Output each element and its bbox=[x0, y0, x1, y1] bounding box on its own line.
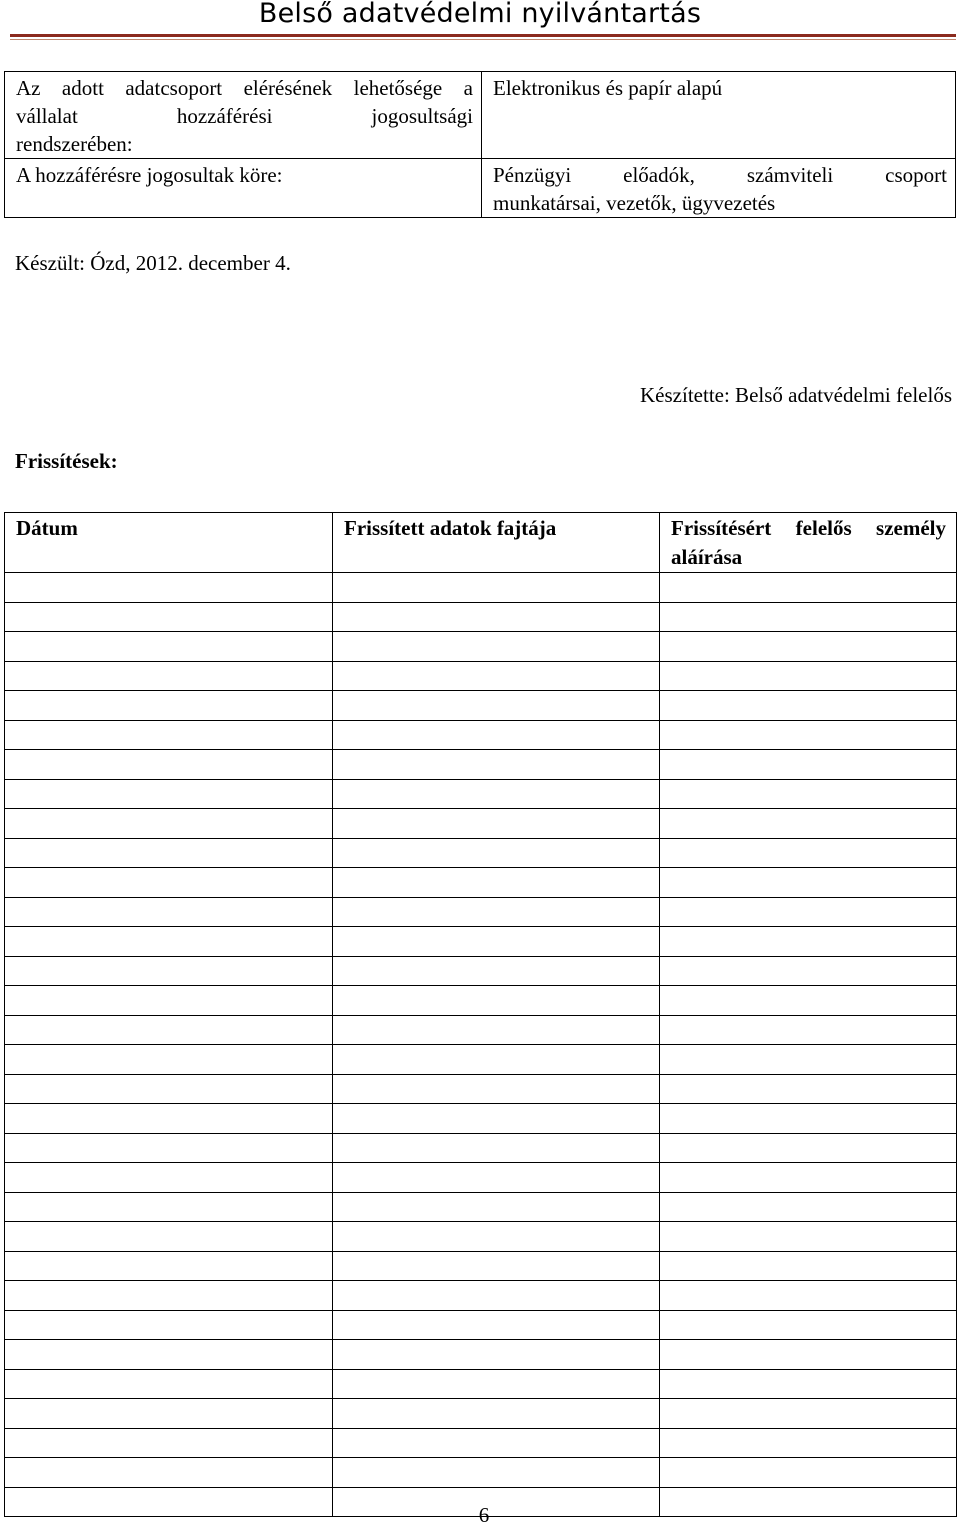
signature-cell bbox=[660, 897, 957, 927]
date-cell bbox=[5, 779, 333, 809]
data-type-cell bbox=[333, 602, 660, 632]
data-type-cell bbox=[333, 1192, 660, 1222]
table-row bbox=[5, 661, 957, 691]
label-line: A hozzáférésre jogosultak köre: bbox=[16, 163, 283, 187]
date-cell bbox=[5, 1163, 333, 1193]
date-cell bbox=[5, 1045, 333, 1075]
signature-cell bbox=[660, 661, 957, 691]
signature-cell bbox=[660, 602, 957, 632]
date-cell bbox=[5, 1310, 333, 1340]
data-type-cell bbox=[333, 1281, 660, 1311]
data-type-cell bbox=[333, 1163, 660, 1193]
table-row bbox=[5, 1369, 957, 1399]
signature-cell bbox=[660, 1015, 957, 1045]
table-row bbox=[5, 956, 957, 986]
page-number: 6 bbox=[478, 1503, 490, 1527]
data-type-cell bbox=[333, 573, 660, 603]
table-row bbox=[5, 691, 957, 721]
info-table bbox=[4, 71, 956, 218]
signature-cell bbox=[660, 927, 957, 957]
signature-cell bbox=[660, 1133, 957, 1163]
signature-cell bbox=[660, 986, 957, 1016]
date-cell bbox=[5, 897, 333, 927]
table-row bbox=[5, 573, 957, 603]
table-row bbox=[5, 1015, 957, 1045]
updates-body bbox=[5, 573, 957, 1517]
signature-cell bbox=[660, 1399, 957, 1429]
data-type-cell bbox=[333, 1340, 660, 1370]
signature-cell bbox=[660, 1281, 957, 1311]
date-cell bbox=[5, 1251, 333, 1281]
signature-cell bbox=[660, 956, 957, 986]
data-type-cell bbox=[333, 1045, 660, 1075]
table-row bbox=[5, 1251, 957, 1281]
date-cell bbox=[5, 1222, 333, 1252]
info-row-access-method bbox=[5, 72, 956, 159]
table-row bbox=[5, 1163, 957, 1193]
signature-cell bbox=[660, 1045, 957, 1075]
date-cell bbox=[5, 632, 333, 662]
signature-cell bbox=[660, 1192, 957, 1222]
signature-cell bbox=[660, 1458, 957, 1488]
date-cell bbox=[5, 1074, 333, 1104]
table-row bbox=[5, 986, 957, 1016]
signature-cell bbox=[660, 750, 957, 780]
date-cell bbox=[5, 602, 333, 632]
column-header-signature bbox=[660, 513, 957, 573]
label-line: rendszerében: bbox=[16, 132, 133, 156]
info-label-authorized bbox=[5, 159, 482, 218]
prepared-by: Készítette: Belső adatvédelmi felelős bbox=[640, 383, 952, 407]
table-row bbox=[5, 602, 957, 632]
data-type-cell bbox=[333, 1074, 660, 1104]
signature-cell bbox=[660, 1310, 957, 1340]
date-cell bbox=[5, 661, 333, 691]
data-type-cell bbox=[333, 868, 660, 898]
prepared-date: Készült: Ózd, 2012. december 4. bbox=[15, 251, 291, 275]
signature-cell bbox=[660, 573, 957, 603]
signature-header-line-1: Frissítésért felelős személy bbox=[671, 516, 946, 540]
updates-header-row bbox=[5, 513, 957, 573]
table-row bbox=[5, 1281, 957, 1311]
table-row bbox=[5, 809, 957, 839]
signature-cell bbox=[660, 1251, 957, 1281]
column-header-date: Dátum bbox=[5, 513, 333, 573]
signature-cell bbox=[660, 1340, 957, 1370]
data-type-cell bbox=[333, 809, 660, 839]
info-value-authorized bbox=[482, 159, 956, 218]
table-row bbox=[5, 838, 957, 868]
date-cell bbox=[5, 1428, 333, 1458]
data-type-cell bbox=[333, 691, 660, 721]
page-header-title: Belső adatvédelmi nyilvántartás bbox=[258, 0, 702, 29]
table-row bbox=[5, 1222, 957, 1252]
date-cell bbox=[5, 956, 333, 986]
data-type-cell bbox=[333, 661, 660, 691]
date-cell bbox=[5, 573, 333, 603]
table-row bbox=[5, 779, 957, 809]
date-cell bbox=[5, 720, 333, 750]
signature-cell bbox=[660, 691, 957, 721]
date-cell bbox=[5, 1104, 333, 1134]
label-line: Az adott adatcsoport elérésének lehetősége a bbox=[16, 76, 473, 100]
table-row bbox=[5, 720, 957, 750]
table-row bbox=[5, 868, 957, 898]
data-type-cell bbox=[333, 897, 660, 927]
data-type-cell bbox=[333, 1104, 660, 1134]
date-cell bbox=[5, 809, 333, 839]
data-type-cell bbox=[333, 1251, 660, 1281]
column-header-data-type: Frissített adatok fajtája bbox=[333, 513, 660, 573]
info-row-authorized bbox=[5, 159, 956, 218]
data-type-cell bbox=[333, 956, 660, 986]
signature-cell bbox=[660, 1428, 957, 1458]
data-type-cell bbox=[333, 1399, 660, 1429]
value-line: Pénzügyi előadók, számviteli csoport bbox=[493, 163, 947, 187]
data-type-cell bbox=[333, 1428, 660, 1458]
updates-heading: Frissítések: bbox=[15, 449, 118, 473]
signature-cell bbox=[660, 1163, 957, 1193]
table-row bbox=[5, 1340, 957, 1370]
info-label-access-method bbox=[5, 72, 482, 159]
table-row bbox=[5, 750, 957, 780]
date-cell bbox=[5, 1015, 333, 1045]
table-row bbox=[5, 1428, 957, 1458]
data-type-cell bbox=[333, 986, 660, 1016]
date-cell bbox=[5, 1281, 333, 1311]
signature-cell bbox=[660, 809, 957, 839]
data-type-cell bbox=[333, 779, 660, 809]
data-type-cell bbox=[333, 632, 660, 662]
data-type-cell bbox=[333, 1133, 660, 1163]
data-type-cell bbox=[333, 1222, 660, 1252]
signature-cell bbox=[660, 1104, 957, 1134]
table-row bbox=[5, 1045, 957, 1075]
signature-cell bbox=[660, 1369, 957, 1399]
value-line: Elektronikus és papír alapú bbox=[493, 76, 723, 100]
data-type-cell bbox=[333, 750, 660, 780]
date-cell bbox=[5, 1458, 333, 1488]
table-row bbox=[5, 1310, 957, 1340]
date-cell bbox=[5, 986, 333, 1016]
data-type-cell bbox=[333, 1015, 660, 1045]
signature-cell bbox=[660, 1222, 957, 1252]
updates-table bbox=[4, 512, 957, 1517]
data-type-cell bbox=[333, 1458, 660, 1488]
date-cell bbox=[5, 1399, 333, 1429]
signature-cell bbox=[660, 720, 957, 750]
value-line: munkatársai, vezetők, ügyvezetés bbox=[493, 191, 776, 215]
data-type-cell bbox=[333, 838, 660, 868]
table-row bbox=[5, 1192, 957, 1222]
info-value-access-method bbox=[482, 72, 956, 159]
signature-cell bbox=[660, 779, 957, 809]
date-cell bbox=[5, 868, 333, 898]
signature-cell bbox=[660, 1074, 957, 1104]
table-row bbox=[5, 1133, 957, 1163]
table-row bbox=[5, 927, 957, 957]
signature-cell bbox=[660, 868, 957, 898]
header-rule-thin bbox=[10, 39, 956, 40]
signature-header-line-2: aláírása bbox=[671, 545, 743, 569]
data-type-cell bbox=[333, 720, 660, 750]
date-cell bbox=[5, 1369, 333, 1399]
table-row bbox=[5, 1458, 957, 1488]
date-cell bbox=[5, 1192, 333, 1222]
data-type-cell bbox=[333, 927, 660, 957]
label-line: vállalat hozzáférési jogosultsági bbox=[16, 104, 473, 128]
data-type-cell bbox=[333, 1369, 660, 1399]
table-row bbox=[5, 1399, 957, 1429]
date-cell bbox=[5, 750, 333, 780]
date-cell bbox=[5, 927, 333, 957]
table-row bbox=[5, 897, 957, 927]
date-cell bbox=[5, 838, 333, 868]
signature-cell bbox=[660, 632, 957, 662]
table-row bbox=[5, 1074, 957, 1104]
signature-cell bbox=[660, 838, 957, 868]
date-cell bbox=[5, 1133, 333, 1163]
date-cell bbox=[5, 691, 333, 721]
date-cell bbox=[5, 1340, 333, 1370]
data-type-cell bbox=[333, 1310, 660, 1340]
table-row bbox=[5, 1104, 957, 1134]
header-rule bbox=[10, 34, 956, 37]
table-row bbox=[5, 632, 957, 662]
